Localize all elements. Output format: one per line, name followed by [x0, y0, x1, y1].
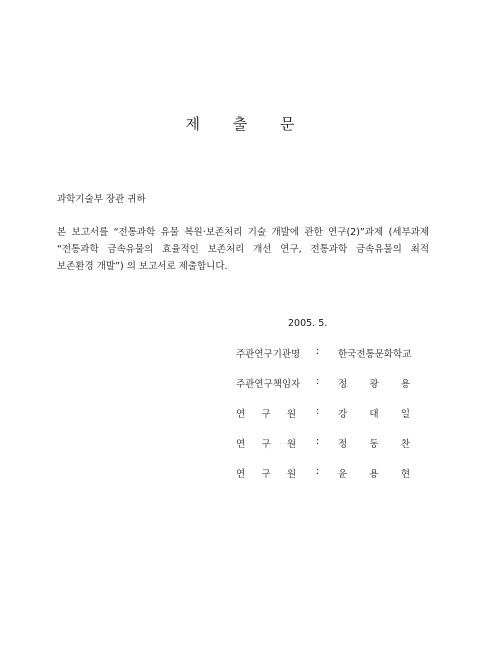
submission-statement — [57, 224, 429, 275]
signature-value: 한국전통문화학교 — [338, 349, 412, 360]
signature-colon: : — [316, 376, 320, 387]
signature-label: 연 구 원 — [236, 469, 296, 480]
signature-value: 정 광 용 — [338, 379, 410, 390]
signature-colon: : — [316, 436, 320, 447]
signature-label: 주관연구기관명 — [236, 349, 301, 360]
signature-label: 연 구 원 — [236, 409, 296, 420]
page-title: 제 출 문 — [185, 115, 309, 133]
signature-colon: : — [316, 406, 320, 417]
statement-line-1: 본 보고서를 “전통과학 유물 복원·보존처리 기술 개발에 관한 연구(2)”과제 (세부과제 — [57, 227, 429, 238]
addressee: 과학기술부 장관 귀하 — [57, 194, 146, 205]
signature-label: 주관연구책임자 — [236, 379, 301, 390]
signature-colon: : — [316, 466, 320, 477]
signature-value: 정 동 찬 — [338, 439, 410, 450]
submission-date: 2005. 5. — [288, 318, 328, 329]
signature-label: 연 구 원 — [236, 439, 296, 450]
signature-value: 윤 용 현 — [338, 469, 410, 480]
signature-colon: : — [316, 346, 320, 357]
statement-line-3: 보존환경 개발”) 의 보고서로 제출합니다. — [57, 261, 228, 272]
signature-value: 강 대 일 — [338, 409, 410, 420]
statement-line-2: “전통과학 금속유물의 효율적인 보존처리 개선 연구, 전통과학 금속유물의 최적 — [57, 244, 429, 255]
